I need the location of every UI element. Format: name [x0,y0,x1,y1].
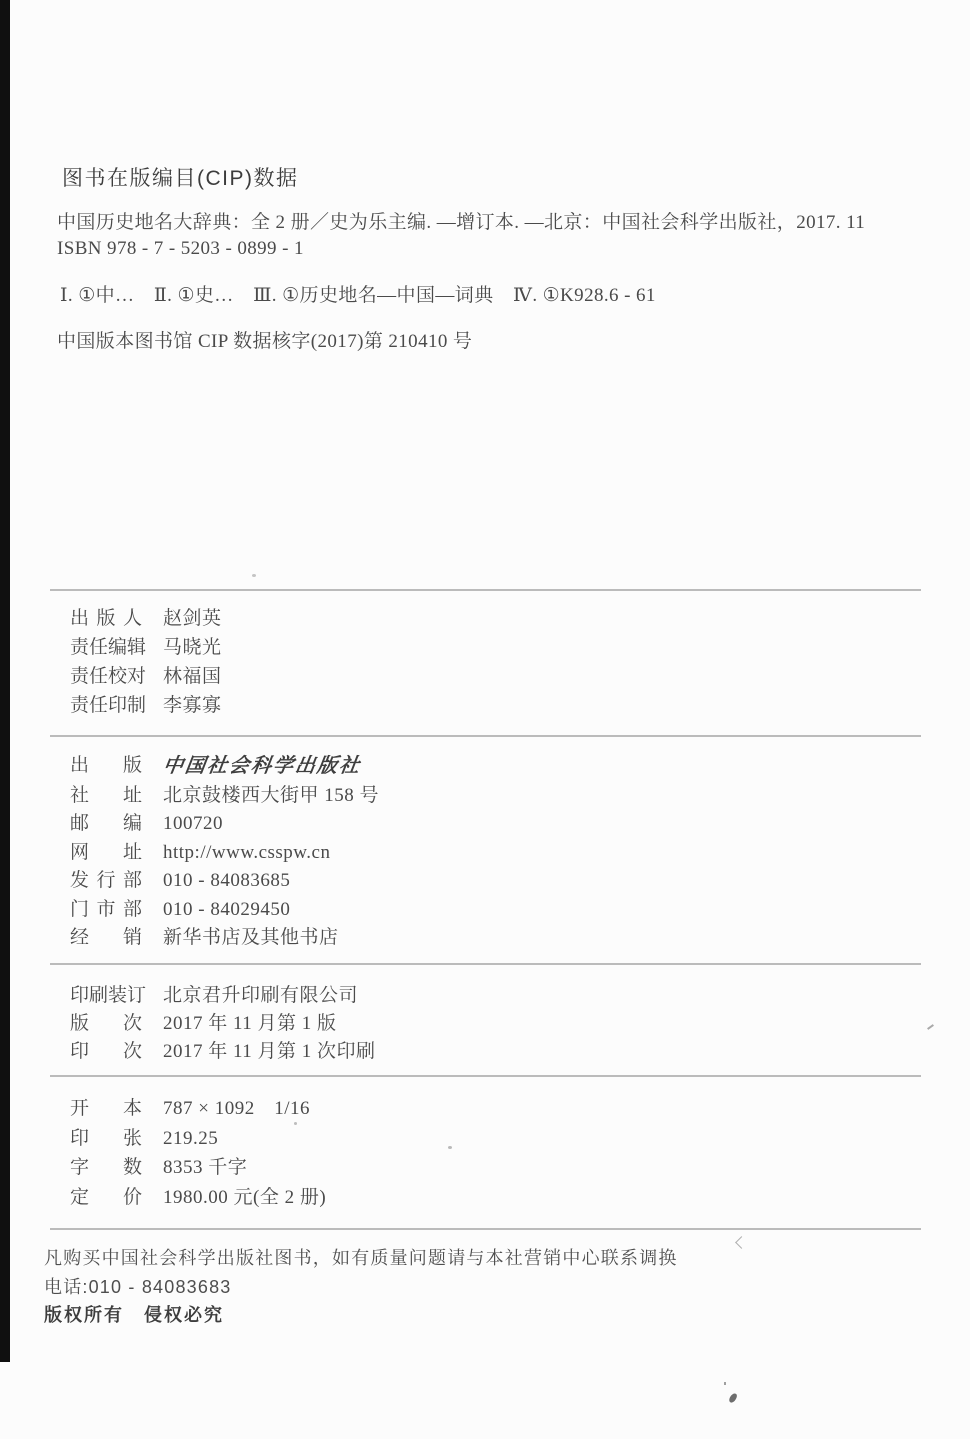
row-label: 印次 [70,1041,142,1062]
row-value: 新华书店及其他书店 [163,927,339,948]
row-label: 门市部 [70,898,142,920]
scan-ink-spot [728,1392,738,1404]
cip-classification: Ⅰ. ①中… Ⅱ. ①史… Ⅲ. ①历史地名—中国—词典 Ⅳ. ①K928.6 - 61 [60,285,656,306]
row-label: 版次 [70,1013,142,1034]
scan-speck [724,1382,726,1385]
row-value: http://www.csspw.cn [163,841,331,863]
divider [50,1228,921,1230]
row-value: 赵剑英 [163,608,222,629]
row-value: 1980.00 元(全 2 册) [163,1186,327,1208]
row-label: 邮编 [70,813,142,834]
divider [50,1075,921,1077]
quality-notice: 凡购买中国社会科学出版社图书，如有质量问题请与本社营销中心联系调换 [44,1248,678,1268]
row-value: 100720 [163,813,223,834]
row-label: 字数 [70,1157,142,1178]
row-label: 发行部 [70,870,142,891]
row-label: 经销 [70,927,142,948]
cip-isbn: ISBN 978 - 7 - 5203 - 0899 - 1 [57,238,304,259]
copyright-statement: 版权所有 侵权必究 [44,1305,224,1325]
row-value: 马晓光 [163,637,222,658]
editor-row [70,633,222,662]
row-value: 787 × 1092 1/16 [163,1098,310,1119]
row-value: 8353 千字 [163,1157,248,1178]
proofreader-row [70,662,222,691]
row-label: 出版人 [70,608,142,629]
row-label: 责任校对 [70,666,147,687]
row-value: 010 - 84083685 [163,870,291,891]
publisher-row [70,752,379,782]
scan-speck [294,1122,297,1125]
edition-row [70,1010,376,1038]
sheets-row [70,1124,326,1154]
publisher-person-row [70,604,222,633]
row-label: 社址 [70,784,142,806]
row-value: 李寡寡 [163,695,222,716]
scan-speck [448,1146,452,1149]
retail-dept-row [70,896,379,925]
row-label: 出版 [70,755,142,776]
row-value: 2017 年 11 月第 1 次印刷 [163,1041,376,1062]
distributor-row [70,924,379,953]
specs-section [70,1094,326,1212]
wordcount-row [70,1153,326,1183]
row-value: 2017 年 11 月第 1 版 [163,1013,337,1034]
row-value: 010 - 84029450 [163,898,291,920]
cip-book-description: 中国历史地名大辞典：全 2 册／史为乐主编. —增订本. —北京：中国社会科学出版社，2017. 11 [57,212,866,233]
website-row [70,839,379,868]
scan-speck [252,574,256,577]
scan-left-edge [0,0,10,1362]
print-supervisor-row [70,691,222,720]
divider [50,963,921,965]
publishing-section [70,752,379,953]
row-label: 印刷装订 [70,985,147,1006]
row-value: 219.25 [163,1127,219,1149]
row-label: 开本 [70,1098,142,1119]
row-label: 责任编辑 [70,637,147,658]
cip-header: 图书在版编目(CIP)数据 [62,167,299,190]
scan-speck [927,1024,934,1030]
cip-record-number: 中国版本图书馆 CIP 数据核字(2017)第 210410 号 [57,331,473,352]
divider [50,735,921,737]
row-label: 印张 [70,1127,142,1149]
contact-phone: 电话:010 - 84083683 [44,1277,232,1297]
format-row [70,1094,326,1124]
row-label: 网址 [70,841,142,863]
printing-section [70,982,376,1066]
row-value: 北京鼓楼西大街甲 158 号 [163,784,380,806]
postcode-row [70,810,379,839]
impression-row [70,1038,376,1066]
row-label: 责任印制 [70,695,147,716]
staff-section [70,604,222,720]
row-value: 林福国 [163,666,222,687]
printer-row [70,982,376,1010]
row-label: 定价 [70,1186,142,1208]
price-row [70,1183,326,1213]
distribution-dept-row [70,867,379,896]
row-value: 北京君升印刷有限公司 [163,985,359,1006]
scan-mark [735,1236,748,1249]
divider [50,589,921,591]
address-row [70,782,379,811]
publisher-signature: 中国社会科学出版社 [161,755,363,777]
